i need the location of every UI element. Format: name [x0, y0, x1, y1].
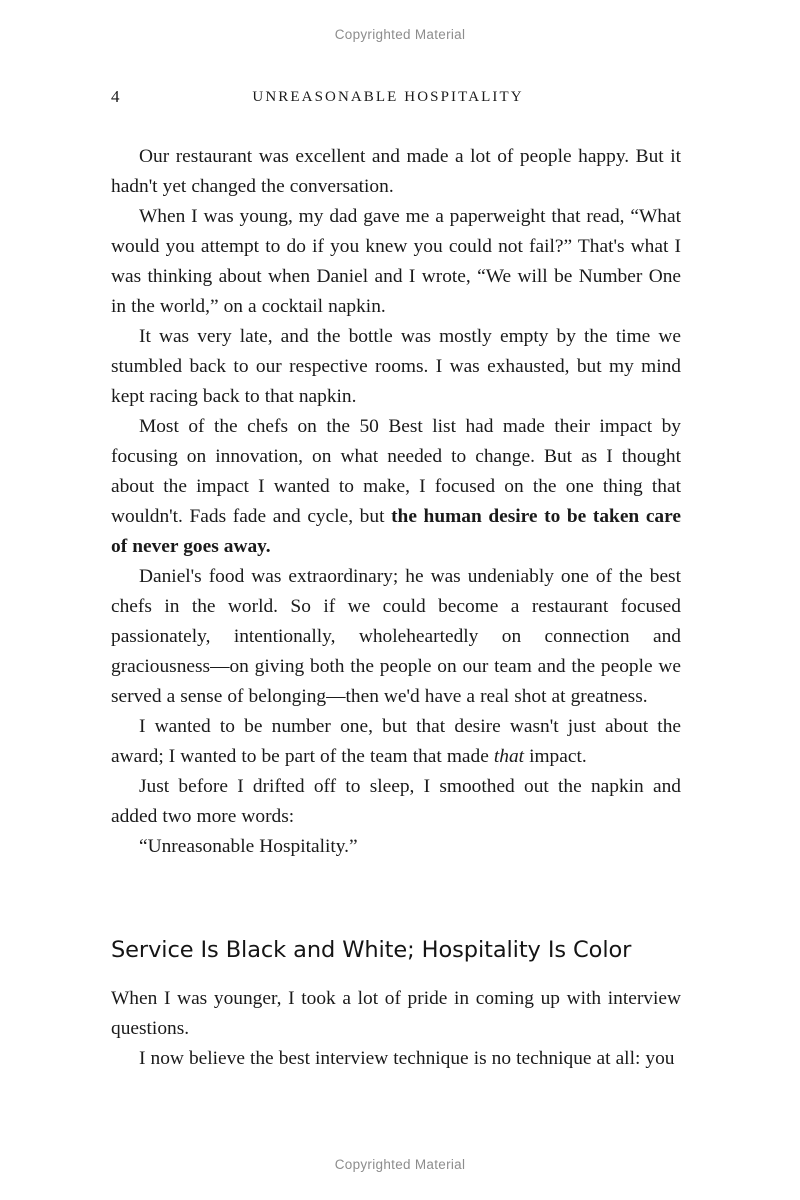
section-heading-service-is-black-and-white: Service Is Black and White; Hospitality Is Color: [111, 937, 632, 963]
paragraph-when-i-was-younger: When I was younger, I took a lot of pride in coming up with interview questions.: [111, 988, 681, 1039]
paragraph-best-interview-technique: I now believe the best interview technique is no technique at all: you: [139, 1048, 675, 1069]
paragraph-before-sleep: Just before I drifted off to sleep, I smoothed out the napkin and added two more words:: [111, 776, 681, 827]
running-head: [111, 86, 681, 108]
paragraph-very-late: It was very late, and the bottle was mostly empty by the time we stumbled back to our respective rooms. I was exhausted, but my mind kept racing back to that napkin.: [111, 326, 681, 407]
page-number: 4: [111, 87, 120, 106]
paragraph-number-one-text-before: I wanted to be number one, but that desire wasn't just about the award; I wanted to be part of the team that made: [111, 716, 681, 767]
heading-spacer-top: [111, 862, 681, 934]
book-title-running-head: UNREASONABLE HOSPITALITY: [252, 89, 524, 105]
paragraph-paperweight: When I was young, my dad gave me a paperweight that read, “What would you attempt to do if you knew you could not fail?” That's what I was thinking about when Daniel and I wrote, “We will be Number One in the world,” on a cocktail napkin.: [111, 206, 681, 317]
paragraph-unreasonable-hospitality-quote: “Unreasonable Hospitality.”: [139, 836, 358, 857]
paragraph-fifty-best-text: Most of the chefs on the 50 Best list had made their impact by focusing on innovation, on what needed to change. But as I thought about the impact I wanted to make, I focused on the one thing that wouldn't. Fads fade and cycle, but: [111, 416, 681, 527]
paragraph-daniels-food: Daniel's food was extraordinary; he was undeniably one of the best chefs in the world. So if we could become a restaurant focused passionately, intentionally, wholeheartedly on connection and graciousness—on giving both the people on our team and the people we served a sense of belonging—then we'd have a real shot at greatness.: [111, 566, 681, 707]
copyright-watermark-top: Copyrighted Material: [334, 27, 466, 42]
paragraph-number-one: [111, 712, 681, 772]
copyright-watermark-bottom: Copyrighted Material: [334, 1157, 466, 1172]
paragraph-restaurant-excellent: Our restaurant was excellent and made a lot of people happy. But it hadn't yet changed the conversation.: [111, 146, 681, 197]
paragraph-fifty-best: [111, 412, 681, 562]
heading-spacer-bottom: [111, 966, 681, 984]
emphasis-that: that: [493, 746, 525, 767]
paragraph-number-one-text-after: impact.: [524, 746, 587, 767]
text-column: [111, 142, 681, 1074]
emphasis-human-desire: the human desire to be taken care of never goes away.: [111, 506, 681, 557]
